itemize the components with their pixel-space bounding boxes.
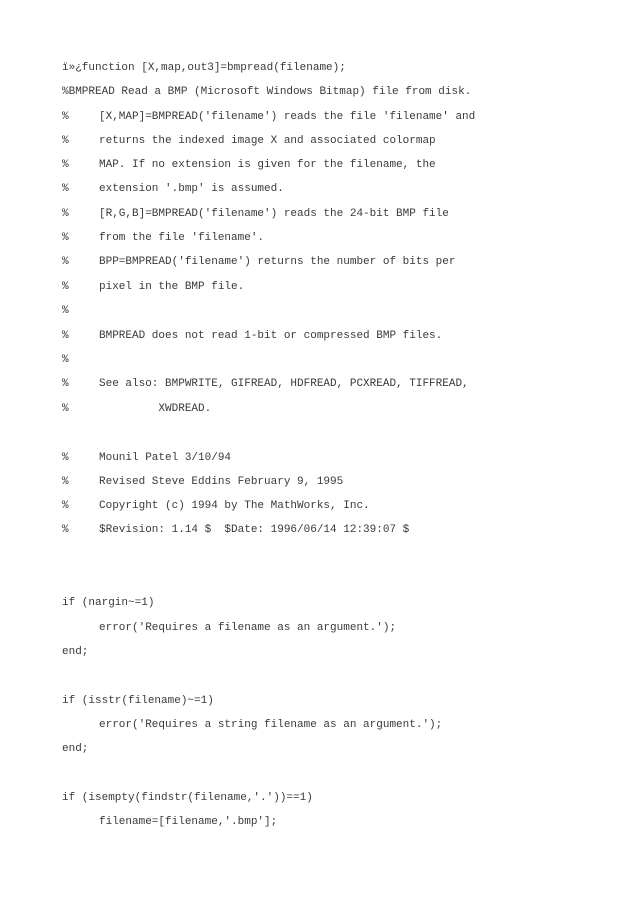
comment-line	[62, 280, 245, 294]
comment-text: XWDREAD.	[99, 403, 212, 415]
comment-marker: %	[62, 524, 69, 536]
if-statement-line: if (isempty(findstr(filename,'.'))==1)	[62, 792, 313, 804]
author-line	[62, 523, 410, 537]
assignment-text: filename=[filename,'.bmp'];	[99, 816, 278, 828]
error-call-text: error('Requires a string filename as an argument.');	[99, 719, 443, 731]
comment-line	[62, 377, 469, 391]
comment-line	[62, 182, 284, 196]
comment-text: See also: BMPWRITE, GIFREAD, HDFREAD, PCXREAD, TIFFREAD,	[99, 378, 469, 390]
comment-marker: %	[62, 354, 69, 366]
end-statement-line: end;	[62, 743, 89, 755]
comment-line	[62, 353, 88, 367]
comment-marker: %	[62, 500, 69, 512]
comment-line	[62, 207, 449, 221]
comment-marker: %	[62, 256, 69, 268]
error-call-text: error('Requires a filename as an argument.');	[99, 622, 397, 634]
comment-text: pixel in the BMP file.	[99, 281, 245, 293]
comment-marker: %	[62, 403, 69, 415]
comment-text: [R,G,B]=BMPREAD('filename') reads the 24-bit BMP file	[99, 208, 449, 220]
comment-line	[62, 304, 88, 318]
comment-text: Mounil Patel 3/10/94	[99, 452, 232, 464]
comment-line	[62, 110, 476, 124]
comment-text: Copyright (c) 1994 by The MathWorks, Inc.	[99, 500, 370, 512]
description-comment-line: %BMPREAD Read a BMP (Microsoft Windows Bitmap) file from disk.	[62, 86, 472, 98]
comment-marker: %	[62, 135, 69, 147]
comment-marker: %	[62, 111, 69, 123]
comment-text: $Revision: 1.14 $ $Date: 1996/06/14 12:39:07 $	[99, 524, 410, 536]
comment-marker: %	[62, 476, 69, 488]
comment-line	[62, 329, 443, 343]
error-call-line	[62, 718, 443, 732]
comment-text: MAP. If no extension is given for the filename, the	[99, 159, 436, 171]
comment-line	[62, 158, 436, 172]
comment-marker: %	[62, 208, 69, 220]
if-statement-line: if (isstr(filename)~=1)	[62, 695, 214, 707]
comment-line	[62, 231, 265, 245]
comment-text: BPP=BMPREAD('filename') returns the number of bits per	[99, 256, 456, 268]
comment-marker: %	[62, 305, 69, 317]
comment-text: Revised Steve Eddins February 9, 1995	[99, 476, 344, 488]
end-statement-line: end;	[62, 646, 89, 658]
author-line	[62, 451, 232, 465]
author-line	[62, 475, 344, 489]
comment-marker: %	[62, 232, 69, 244]
comment-marker: %	[62, 281, 69, 293]
assignment-line	[62, 815, 278, 829]
comment-marker: %	[62, 183, 69, 195]
comment-marker: %	[62, 330, 69, 342]
comment-line	[62, 402, 212, 416]
function-signature-line: ï»¿function [X,map,out3]=bmpread(filename);	[62, 62, 346, 74]
comment-marker: %	[62, 452, 69, 464]
comment-text: extension '.bmp' is assumed.	[99, 183, 284, 195]
author-line	[62, 499, 370, 513]
comment-text: from the file 'filename'.	[99, 232, 265, 244]
comment-text: returns the indexed image X and associated colormap	[99, 135, 436, 147]
comment-line	[62, 134, 436, 148]
comment-text: BMPREAD does not read 1-bit or compressed BMP files.	[99, 330, 443, 342]
error-call-line	[62, 621, 397, 635]
comment-marker: %	[62, 378, 69, 390]
comment-line	[62, 255, 456, 269]
comment-marker: %	[62, 159, 69, 171]
if-statement-line: if (nargin~=1)	[62, 597, 155, 609]
comment-text: [X,MAP]=BMPREAD('filename') reads the file 'filename' and	[99, 111, 476, 123]
